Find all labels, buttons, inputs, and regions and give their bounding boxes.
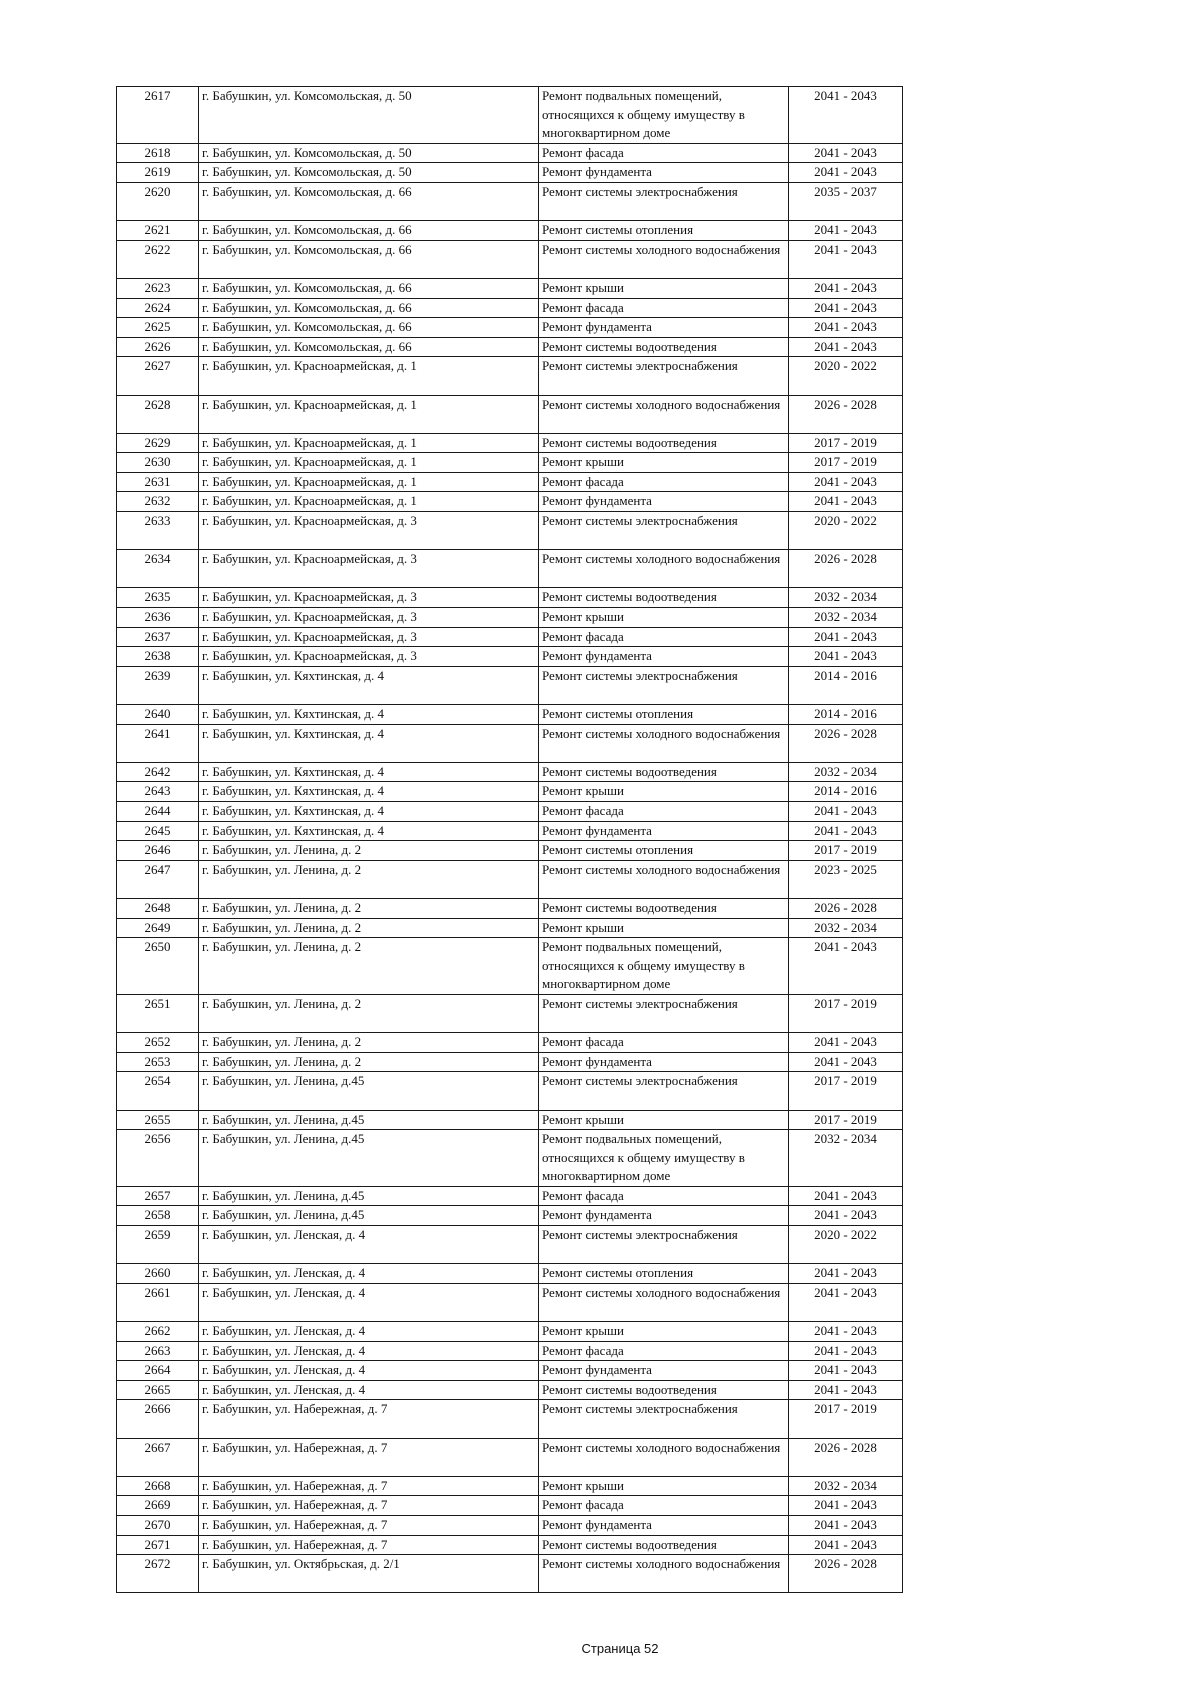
table-row [117, 395, 903, 433]
table-row [117, 724, 903, 762]
work-type-cell: Ремонт системы водоотведения [539, 1535, 789, 1555]
table-row [117, 1226, 903, 1264]
address-cell: г. Бабушкин, ул. Ленина, д. 2 [199, 860, 539, 898]
table-row [117, 472, 903, 492]
address-cell: г. Бабушкин, ул. Красноармейская, д. 1 [199, 395, 539, 433]
work-type-cell: Ремонт фундамента [539, 647, 789, 667]
address-cell: г. Бабушкин, ул. Ленина, д.45 [199, 1130, 539, 1187]
work-type-cell: Ремонт системы водоотведения [539, 433, 789, 453]
period-cell: 2017 - 2019 [789, 453, 903, 473]
row-number-cell: 2648 [117, 898, 199, 918]
period-cell: 2041 - 2043 [789, 1206, 903, 1226]
work-type-cell: Ремонт системы электроснабжения [539, 666, 789, 704]
period-cell: 2032 - 2034 [789, 608, 903, 628]
table-row [117, 705, 903, 725]
work-type-cell: Ремонт системы электроснабжения [539, 994, 789, 1032]
page-number: Страница 52 [581, 1641, 659, 1656]
period-cell: 2026 - 2028 [789, 898, 903, 918]
table-row [117, 240, 903, 278]
row-number-cell: 2670 [117, 1515, 199, 1535]
table-row [117, 627, 903, 647]
table-row [117, 666, 903, 704]
table-row [117, 1283, 903, 1321]
row-number-cell: 2649 [117, 918, 199, 938]
row-number-cell: 2661 [117, 1283, 199, 1321]
work-type-cell: Ремонт крыши [539, 918, 789, 938]
address-cell: г. Бабушкин, ул. Октябрьская, д. 2/1 [199, 1555, 539, 1593]
address-cell: г. Бабушкин, ул. Ленская, д. 4 [199, 1283, 539, 1321]
table-row [117, 821, 903, 841]
period-cell: 2041 - 2043 [789, 1535, 903, 1555]
table-row [117, 357, 903, 395]
table-row [117, 512, 903, 550]
period-cell: 2017 - 2019 [789, 1072, 903, 1110]
table-row [117, 1264, 903, 1284]
table-row [117, 1438, 903, 1476]
row-number-cell: 2664 [117, 1361, 199, 1381]
table-row [117, 87, 903, 144]
address-cell: г. Бабушкин, ул. Набережная, д. 7 [199, 1400, 539, 1438]
address-cell: г. Бабушкин, ул. Ленская, д. 4 [199, 1226, 539, 1264]
period-cell: 2020 - 2022 [789, 1226, 903, 1264]
table-row [117, 298, 903, 318]
address-cell: г. Бабушкин, ул. Набережная, д. 7 [199, 1476, 539, 1496]
row-number-cell: 2651 [117, 994, 199, 1032]
table-row [117, 801, 903, 821]
period-cell: 2041 - 2043 [789, 87, 903, 144]
period-cell: 2041 - 2043 [789, 337, 903, 357]
table-row [117, 143, 903, 163]
period-cell: 2017 - 2019 [789, 1400, 903, 1438]
work-type-cell: Ремонт системы водоотведения [539, 337, 789, 357]
table-row [117, 1033, 903, 1053]
work-type-cell: Ремонт системы электроснабжения [539, 1226, 789, 1264]
period-cell: 2032 - 2034 [789, 762, 903, 782]
row-number-cell: 2669 [117, 1496, 199, 1516]
table-row [117, 860, 903, 898]
works-table [116, 86, 903, 1593]
address-cell: г. Бабушкин, ул. Набережная, д. 7 [199, 1496, 539, 1516]
period-cell: 2023 - 2025 [789, 860, 903, 898]
period-cell: 2041 - 2043 [789, 1496, 903, 1516]
address-cell: г. Бабушкин, ул. Красноармейская, д. 1 [199, 492, 539, 512]
row-number-cell: 2627 [117, 357, 199, 395]
work-type-cell: Ремонт системы водоотведения [539, 762, 789, 782]
address-cell: г. Бабушкин, ул. Красноармейская, д. 3 [199, 588, 539, 608]
address-cell: г. Бабушкин, ул. Комсомольская, д. 66 [199, 337, 539, 357]
period-cell: 2017 - 2019 [789, 994, 903, 1032]
row-number-cell: 2625 [117, 318, 199, 338]
work-type-cell: Ремонт фасада [539, 627, 789, 647]
period-cell: 2041 - 2043 [789, 221, 903, 241]
work-type-cell: Ремонт системы холодного водоснабжения [539, 1555, 789, 1593]
work-type-cell: Ремонт системы холодного водоснабжения [539, 1438, 789, 1476]
period-cell: 2041 - 2043 [789, 938, 903, 995]
row-number-cell: 2629 [117, 433, 199, 453]
row-number-cell: 2643 [117, 782, 199, 802]
row-number-cell: 2638 [117, 647, 199, 667]
row-number-cell: 2653 [117, 1052, 199, 1072]
period-cell: 2020 - 2022 [789, 512, 903, 550]
row-number-cell: 2619 [117, 163, 199, 183]
row-number-cell: 2630 [117, 453, 199, 473]
work-type-cell: Ремонт фундамента [539, 821, 789, 841]
address-cell: г. Бабушкин, ул. Ленина, д. 2 [199, 938, 539, 995]
work-type-cell: Ремонт системы электроснабжения [539, 182, 789, 220]
period-cell: 2026 - 2028 [789, 1555, 903, 1593]
address-cell: г. Бабушкин, ул. Кяхтинская, д. 4 [199, 821, 539, 841]
work-type-cell: Ремонт системы холодного водоснабжения [539, 1283, 789, 1321]
table-row [117, 1380, 903, 1400]
table-row [117, 898, 903, 918]
address-cell: г. Бабушкин, ул. Комсомольская, д. 50 [199, 163, 539, 183]
row-number-cell: 2641 [117, 724, 199, 762]
work-type-cell: Ремонт фасада [539, 1033, 789, 1053]
table-row [117, 647, 903, 667]
address-cell: г. Бабушкин, ул. Набережная, д. 7 [199, 1515, 539, 1535]
period-cell: 2041 - 2043 [789, 821, 903, 841]
address-cell: г. Бабушкин, ул. Красноармейская, д. 3 [199, 608, 539, 628]
work-type-cell: Ремонт подвальных помещений, относящихся к общему имуществу в многоквартирном доме [539, 87, 789, 144]
address-cell: г. Бабушкин, ул. Ленская, д. 4 [199, 1322, 539, 1342]
works-table-body [117, 87, 903, 1593]
row-number-cell: 2668 [117, 1476, 199, 1496]
address-cell: г. Бабушкин, ул. Ленина, д. 2 [199, 994, 539, 1032]
address-cell: г. Бабушкин, ул. Комсомольская, д. 66 [199, 240, 539, 278]
period-cell: 2041 - 2043 [789, 472, 903, 492]
table-row [117, 221, 903, 241]
work-type-cell: Ремонт крыши [539, 1110, 789, 1130]
period-cell: 2035 - 2037 [789, 182, 903, 220]
address-cell: г. Бабушкин, ул. Красноармейская, д. 1 [199, 357, 539, 395]
address-cell: г. Бабушкин, ул. Ленина, д.45 [199, 1186, 539, 1206]
period-cell: 2041 - 2043 [789, 318, 903, 338]
table-row [117, 1476, 903, 1496]
address-cell: г. Бабушкин, ул. Набережная, д. 7 [199, 1438, 539, 1476]
table-row [117, 918, 903, 938]
row-number-cell: 2656 [117, 1130, 199, 1187]
row-number-cell: 2621 [117, 221, 199, 241]
period-cell: 2041 - 2043 [789, 492, 903, 512]
work-type-cell: Ремонт крыши [539, 278, 789, 298]
work-type-cell: Ремонт системы холодного водоснабжения [539, 395, 789, 433]
work-type-cell: Ремонт фасада [539, 143, 789, 163]
row-number-cell: 2622 [117, 240, 199, 278]
table-row [117, 1072, 903, 1110]
address-cell: г. Бабушкин, ул. Ленская, д. 4 [199, 1264, 539, 1284]
work-type-cell: Ремонт фундамента [539, 1206, 789, 1226]
work-type-cell: Ремонт крыши [539, 453, 789, 473]
address-cell: г. Бабушкин, ул. Ленина, д.45 [199, 1072, 539, 1110]
period-cell: 2026 - 2028 [789, 1438, 903, 1476]
address-cell: г. Бабушкин, ул. Кяхтинская, д. 4 [199, 801, 539, 821]
row-number-cell: 2617 [117, 87, 199, 144]
row-number-cell: 2632 [117, 492, 199, 512]
address-cell: г. Бабушкин, ул. Кяхтинская, д. 4 [199, 782, 539, 802]
period-cell: 2026 - 2028 [789, 395, 903, 433]
address-cell: г. Бабушкин, ул. Ленина, д. 2 [199, 918, 539, 938]
period-cell: 2041 - 2043 [789, 1186, 903, 1206]
row-number-cell: 2639 [117, 666, 199, 704]
address-cell: г. Бабушкин, ул. Ленина, д. 2 [199, 841, 539, 861]
row-number-cell: 2647 [117, 860, 199, 898]
period-cell: 2014 - 2016 [789, 666, 903, 704]
row-number-cell: 2631 [117, 472, 199, 492]
period-cell: 2026 - 2028 [789, 550, 903, 588]
address-cell: г. Бабушкин, ул. Красноармейская, д. 1 [199, 453, 539, 473]
address-cell: г. Бабушкин, ул. Ленина, д. 2 [199, 1033, 539, 1053]
work-type-cell: Ремонт системы электроснабжения [539, 512, 789, 550]
table-row [117, 182, 903, 220]
work-type-cell: Ремонт фасада [539, 1496, 789, 1516]
table-row [117, 608, 903, 628]
address-cell: г. Бабушкин, ул. Комсомольская, д. 66 [199, 221, 539, 241]
work-type-cell: Ремонт фасада [539, 801, 789, 821]
address-cell: г. Бабушкин, ул. Кяхтинская, д. 4 [199, 666, 539, 704]
table-row [117, 550, 903, 588]
period-cell: 2020 - 2022 [789, 357, 903, 395]
table-row [117, 782, 903, 802]
period-cell: 2041 - 2043 [789, 298, 903, 318]
row-number-cell: 2640 [117, 705, 199, 725]
period-cell: 2041 - 2043 [789, 801, 903, 821]
address-cell: г. Бабушкин, ул. Кяхтинская, д. 4 [199, 705, 539, 725]
work-type-cell: Ремонт фундамента [539, 492, 789, 512]
row-number-cell: 2666 [117, 1400, 199, 1438]
address-cell: г. Бабушкин, ул. Набережная, д. 7 [199, 1535, 539, 1555]
period-cell: 2017 - 2019 [789, 433, 903, 453]
work-type-cell: Ремонт фундамента [539, 318, 789, 338]
address-cell: г. Бабушкин, ул. Красноармейская, д. 3 [199, 647, 539, 667]
period-cell: 2017 - 2019 [789, 1110, 903, 1130]
row-number-cell: 2642 [117, 762, 199, 782]
row-number-cell: 2659 [117, 1226, 199, 1264]
table-row [117, 1052, 903, 1072]
row-number-cell: 2672 [117, 1555, 199, 1593]
work-type-cell: Ремонт системы холодного водоснабжения [539, 550, 789, 588]
period-cell: 2041 - 2043 [789, 1341, 903, 1361]
period-cell: 2014 - 2016 [789, 705, 903, 725]
period-cell: 2041 - 2043 [789, 1052, 903, 1072]
row-number-cell: 2654 [117, 1072, 199, 1110]
row-number-cell: 2620 [117, 182, 199, 220]
work-type-cell: Ремонт фундамента [539, 163, 789, 183]
row-number-cell: 2667 [117, 1438, 199, 1476]
period-cell: 2041 - 2043 [789, 647, 903, 667]
work-type-cell: Ремонт системы холодного водоснабжения [539, 240, 789, 278]
work-type-cell: Ремонт системы водоотведения [539, 898, 789, 918]
address-cell: г. Бабушкин, ул. Ленина, д. 2 [199, 1052, 539, 1072]
period-cell: 2026 - 2028 [789, 724, 903, 762]
work-type-cell: Ремонт системы электроснабжения [539, 1072, 789, 1110]
work-type-cell: Ремонт системы отопления [539, 841, 789, 861]
row-number-cell: 2618 [117, 143, 199, 163]
work-type-cell: Ремонт системы холодного водоснабжения [539, 860, 789, 898]
address-cell: г. Бабушкин, ул. Ленская, д. 4 [199, 1361, 539, 1381]
table-row [117, 492, 903, 512]
work-type-cell: Ремонт фасада [539, 298, 789, 318]
table-row [117, 453, 903, 473]
row-number-cell: 2624 [117, 298, 199, 318]
table-row [117, 1535, 903, 1555]
period-cell: 2032 - 2034 [789, 1476, 903, 1496]
row-number-cell: 2663 [117, 1341, 199, 1361]
address-cell: г. Бабушкин, ул. Кяхтинская, д. 4 [199, 762, 539, 782]
address-cell: г. Бабушкин, ул. Ленская, д. 4 [199, 1380, 539, 1400]
work-type-cell: Ремонт фундамента [539, 1361, 789, 1381]
table-row [117, 1322, 903, 1342]
table-row [117, 1130, 903, 1187]
period-cell: 2014 - 2016 [789, 782, 903, 802]
row-number-cell: 2662 [117, 1322, 199, 1342]
work-type-cell: Ремонт крыши [539, 782, 789, 802]
row-number-cell: 2633 [117, 512, 199, 550]
work-type-cell: Ремонт крыши [539, 1476, 789, 1496]
period-cell: 2041 - 2043 [789, 1264, 903, 1284]
row-number-cell: 2665 [117, 1380, 199, 1400]
row-number-cell: 2644 [117, 801, 199, 821]
table-row [117, 1555, 903, 1593]
period-cell: 2041 - 2043 [789, 1322, 903, 1342]
address-cell: г. Бабушкин, ул. Красноармейская, д. 1 [199, 433, 539, 453]
address-cell: г. Бабушкин, ул. Комсомольская, д. 66 [199, 278, 539, 298]
row-number-cell: 2652 [117, 1033, 199, 1053]
work-type-cell: Ремонт системы отопления [539, 705, 789, 725]
work-type-cell: Ремонт системы электроснабжения [539, 357, 789, 395]
row-number-cell: 2626 [117, 337, 199, 357]
address-cell: г. Бабушкин, ул. Ленина, д.45 [199, 1110, 539, 1130]
table-row [117, 278, 903, 298]
address-cell: г. Бабушкин, ул. Комсомольская, д. 66 [199, 298, 539, 318]
period-cell: 2017 - 2019 [789, 841, 903, 861]
work-type-cell: Ремонт фундамента [539, 1052, 789, 1072]
work-type-cell: Ремонт крыши [539, 1322, 789, 1342]
row-number-cell: 2635 [117, 588, 199, 608]
period-cell: 2041 - 2043 [789, 1361, 903, 1381]
period-cell: 2041 - 2043 [789, 1033, 903, 1053]
table-row [117, 318, 903, 338]
table-row [117, 1341, 903, 1361]
period-cell: 2032 - 2034 [789, 918, 903, 938]
table-row [117, 1361, 903, 1381]
period-cell: 2032 - 2034 [789, 1130, 903, 1187]
address-cell: г. Бабушкин, ул. Красноармейская, д. 1 [199, 472, 539, 492]
work-type-cell: Ремонт системы отопления [539, 1264, 789, 1284]
address-cell: г. Бабушкин, ул. Ленская, д. 4 [199, 1341, 539, 1361]
row-number-cell: 2634 [117, 550, 199, 588]
address-cell: г. Бабушкин, ул. Ленина, д.45 [199, 1206, 539, 1226]
work-type-cell: Ремонт фасада [539, 1341, 789, 1361]
row-number-cell: 2636 [117, 608, 199, 628]
period-cell: 2041 - 2043 [789, 1380, 903, 1400]
table-row [117, 588, 903, 608]
table-row [117, 1206, 903, 1226]
table-row [117, 762, 903, 782]
work-type-cell: Ремонт системы холодного водоснабжения [539, 724, 789, 762]
table-row [117, 1110, 903, 1130]
work-type-cell: Ремонт фасада [539, 472, 789, 492]
address-cell: г. Бабушкин, ул. Кяхтинская, д. 4 [199, 724, 539, 762]
address-cell: г. Бабушкин, ул. Комсомольская, д. 50 [199, 87, 539, 144]
work-type-cell: Ремонт системы электроснабжения [539, 1400, 789, 1438]
table-row [117, 938, 903, 995]
row-number-cell: 2637 [117, 627, 199, 647]
period-cell: 2032 - 2034 [789, 588, 903, 608]
work-type-cell: Ремонт системы отопления [539, 221, 789, 241]
address-cell: г. Бабушкин, ул. Комсомольская, д. 66 [199, 182, 539, 220]
row-number-cell: 2628 [117, 395, 199, 433]
period-cell: 2041 - 2043 [789, 278, 903, 298]
address-cell: г. Бабушкин, ул. Красноармейская, д. 3 [199, 627, 539, 647]
period-cell: 2041 - 2043 [789, 163, 903, 183]
row-number-cell: 2655 [117, 1110, 199, 1130]
row-number-cell: 2658 [117, 1206, 199, 1226]
row-number-cell: 2671 [117, 1535, 199, 1555]
period-cell: 2041 - 2043 [789, 240, 903, 278]
address-cell: г. Бабушкин, ул. Комсомольская, д. 66 [199, 318, 539, 338]
work-type-cell: Ремонт подвальных помещений, относящихся к общему имуществу в многоквартирном доме [539, 1130, 789, 1187]
work-type-cell: Ремонт системы водоотведения [539, 1380, 789, 1400]
work-type-cell: Ремонт фасада [539, 1186, 789, 1206]
work-type-cell: Ремонт системы водоотведения [539, 588, 789, 608]
address-cell: г. Бабушкин, ул. Красноармейская, д. 3 [199, 550, 539, 588]
table-row [117, 994, 903, 1032]
table-row [117, 163, 903, 183]
work-type-cell: Ремонт крыши [539, 608, 789, 628]
period-cell: 2041 - 2043 [789, 143, 903, 163]
period-cell: 2041 - 2043 [789, 627, 903, 647]
table-row [117, 1496, 903, 1516]
table-row [117, 841, 903, 861]
period-cell: 2041 - 2043 [789, 1515, 903, 1535]
row-number-cell: 2657 [117, 1186, 199, 1206]
period-cell: 2041 - 2043 [789, 1283, 903, 1321]
address-cell: г. Бабушкин, ул. Комсомольская, д. 50 [199, 143, 539, 163]
row-number-cell: 2660 [117, 1264, 199, 1284]
table-row [117, 337, 903, 357]
row-number-cell: 2646 [117, 841, 199, 861]
address-cell: г. Бабушкин, ул. Ленина, д. 2 [199, 898, 539, 918]
table-row [117, 1515, 903, 1535]
work-type-cell: Ремонт подвальных помещений, относящихся к общему имуществу в многоквартирном доме [539, 938, 789, 995]
work-type-cell: Ремонт фундамента [539, 1515, 789, 1535]
row-number-cell: 2623 [117, 278, 199, 298]
row-number-cell: 2645 [117, 821, 199, 841]
table-row [117, 1400, 903, 1438]
row-number-cell: 2650 [117, 938, 199, 995]
table-row [117, 433, 903, 453]
address-cell: г. Бабушкин, ул. Красноармейская, д. 3 [199, 512, 539, 550]
table-row [117, 1186, 903, 1206]
